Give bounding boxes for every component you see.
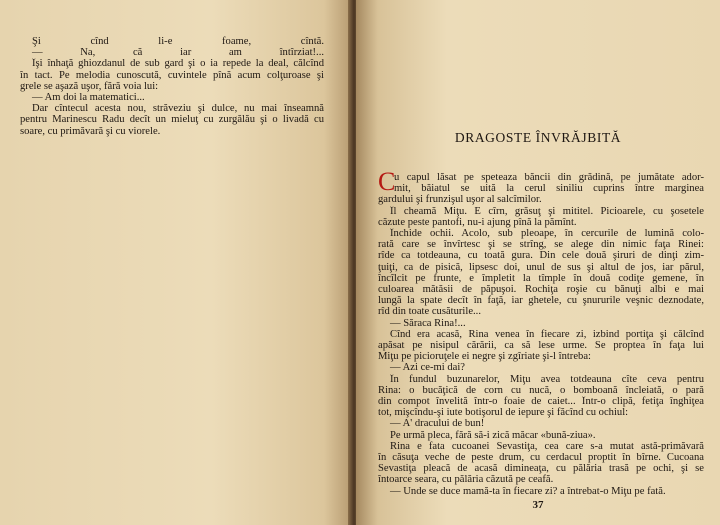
text-line: rîd din toate cusăturile... <box>378 306 481 318</box>
opening-paragraph <box>378 167 704 196</box>
text-line: Îşi înhaţă ghiozdanul de sub gard şi o ia repede la deal, călcînd <box>32 58 324 70</box>
text-line: — Săraca Rina!... <box>390 317 466 329</box>
text-line: Sevastiţa pleacă de acasă dimineaţa, cu pălăria trasă pe ochi, şi se <box>378 463 704 475</box>
text-line: lungă la spate decît în faţă, iar ghetele, cu şnururile veşnic deznodate, <box>378 295 704 307</box>
text-line: rîde ca totdeauna, cu toată gura. Din cele două şiruri de dinţi zim- <box>378 250 704 262</box>
right-page-text <box>378 167 704 497</box>
text-line: căzute peste pantofi, nu-i ajung pînă la pămînt. <box>378 216 577 228</box>
text-line: Şi cînd li-e foame, cîntă. <box>32 36 324 47</box>
text-line: — A' dracului de bun! <box>390 418 485 430</box>
text-line: apăsat pe nisipul cărării, ca să lese urme. Se proptea în faţa lui <box>378 340 704 352</box>
text-line: Pe urmă pleca, fără să-i zică măcar «bună-ziua». <box>390 429 596 441</box>
text-line: în tact. Pe melodia cunoscută, cuvintele pînă acum colţuroase şi <box>20 69 324 81</box>
text-line: grele se aşază uşor, fără voia lui: <box>20 80 159 92</box>
text-line: Dar cîntecul acesta nou, străveziu şi dulce, nu mai înseamnă <box>32 103 324 115</box>
text-line: u capul lăsat pe speteaza băncii din grădină, pe jumătate ador- <box>394 172 704 183</box>
text-line: pentru Marinescu Radu decît un mieluţ cu zurgălău şi o livadă cu <box>20 114 324 126</box>
text-line: Cînd era acasă, Rina venea în fiecare zi, izbind portiţa şi călcînd <box>390 328 704 340</box>
left-page-text <box>20 36 324 137</box>
text-line: rată care se învîrtesc şi se strîng, se alege din nimic faţa Rinei: <box>378 239 704 251</box>
text-line: — Azi ce-mi dai? <box>390 362 466 374</box>
chapter-title: DRAGOSTE ÎNVRĂJBITĂ <box>454 130 622 145</box>
text-line: în căsuţa veche de peste drum, cu cerdacul proptit în bîrne. Cucoana <box>378 452 704 464</box>
left-page <box>0 0 352 525</box>
text-line: gardului şi frunzişul uşor al salcîmilor. <box>378 194 542 206</box>
drop-cap: C <box>378 167 396 196</box>
text-line: mit, băiatul se uită la cerul siniliu cuprins între marginea <box>394 183 704 195</box>
text-line: întoarce seara, cu pălăria căzută pe ceafă. <box>378 474 554 486</box>
text-line: soare, cu primăvară şi cu viorele. <box>20 125 161 137</box>
text-line: din compot învelită într-o foaie de caiet... Într-o clipă, fetiţa înghiţea <box>378 396 704 408</box>
text-line: Rina: o bucăţică de corn cu nucă, o bomboană încleiată, o pară <box>378 384 704 396</box>
text-line: Miţu pe picioruţele ei negre şi zgîriate şi-l întreba: <box>378 351 591 363</box>
text-line: Rina e fata cucoanei Sevastiţa, cea care s-a mutat astă-primăvară <box>390 440 704 452</box>
text-line: — Am doi la matematici... <box>32 92 145 104</box>
page-number: 37 <box>532 499 544 511</box>
text-line: În fundul buzunarelor, Miţu avea totdeauna cîte ceva pentru <box>390 373 704 385</box>
text-line: — Na, că iar am întîrziat!... <box>32 47 324 59</box>
text-line: Închide ochii. Acolo, sub pleoape, în cercurile de lumină colo- <box>390 228 704 240</box>
text-line: culoarea mătăsii de păpuşoi. Rochiţa roşie cu bănuţi albi e mai <box>378 284 704 296</box>
text-line: tot, mişcîndu-şi iute botişorul de iepure şi făcînd cu ochiul: <box>378 407 629 419</box>
text-line: încîlcit pe frunte, e împletit la tîmple în două codiţe gemene, în <box>378 272 704 284</box>
text-line: — Unde se duce mamă-ta în fiecare zi? a întrebat-o Miţu pe fată. <box>390 485 666 497</box>
text-line: Îl cheamă Miţu. E cîrn, grăsuţ şi mititel. Picioarele, cu şosetele <box>390 205 704 217</box>
text-line: ţuiţi, ca de pisică, lipsesc doi, unul de sus şi altul de jos, iar părul, <box>378 261 704 273</box>
right-page <box>356 0 720 525</box>
